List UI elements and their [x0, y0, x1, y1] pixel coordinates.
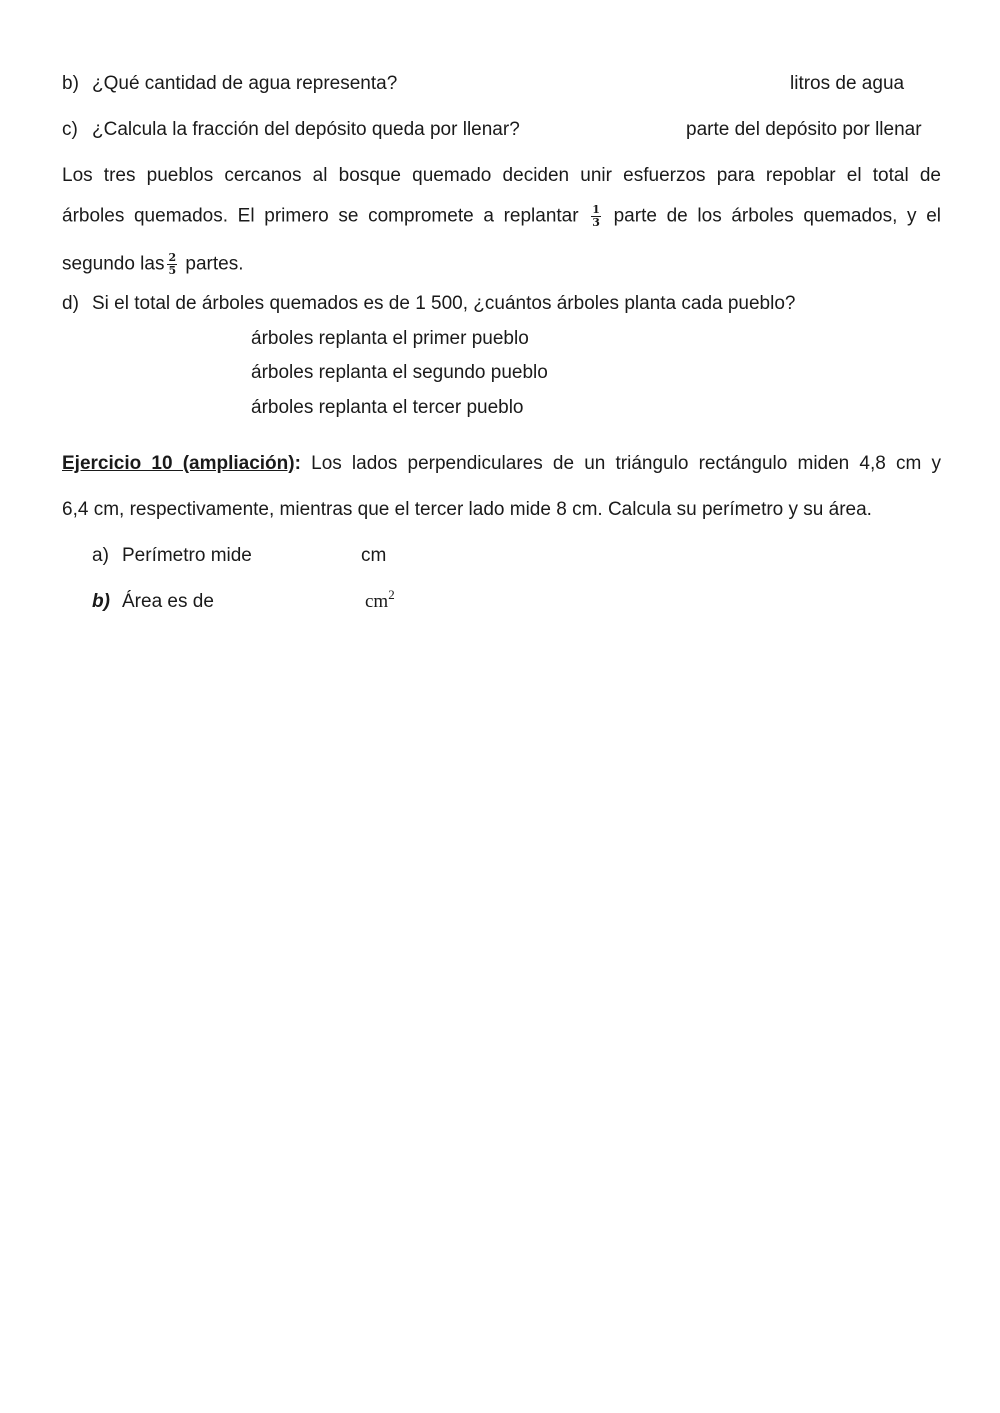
exercise-10-line-1 [62, 452, 941, 476]
paragraph-line-3-after: partes. [185, 253, 244, 275]
question-c-text: ¿Calcula la fracción del depósito queda por llenar? [92, 119, 520, 140]
exercise-10-a-text: Perímetro mide [122, 545, 252, 566]
question-d-label: d) [62, 293, 79, 314]
fraction-numerator: 1 [592, 203, 600, 216]
question-c-label: c) [62, 119, 78, 140]
unit-base: cm [365, 591, 389, 612]
paragraph-line-3 [62, 252, 244, 277]
exercise-10-colon: : [294, 453, 301, 474]
unit-exponent: 2 [388, 587, 395, 602]
question-c-answer-unit: parte del depósito por llenar [686, 119, 922, 140]
exercise-10-line-1-text: Los lados perpendiculares de un triángulo rectángulo miden 4,8 cm y [311, 453, 942, 474]
paragraph-line-3-before: segundo las [62, 253, 165, 275]
fraction-denominator: 3 [592, 216, 600, 229]
question-b-text: ¿Qué cantidad de agua representa? [92, 73, 398, 94]
answer-line-second-village: árboles replanta el segundo pueblo [251, 362, 548, 383]
exercise-10-title: Ejercicio 10 (ampliación) [62, 453, 295, 474]
paragraph-line-2-before: árboles quemados. El primero se compromete a replantar [62, 205, 579, 227]
paragraph-line-2-after: parte de los árboles quemados, y el [613, 205, 942, 227]
question-d-text: Si el total de árboles quemados es de 1 500, ¿cuántos árboles planta cada pueblo? [92, 293, 796, 314]
paragraph-line-1 [62, 164, 941, 188]
answer-line-first-village: árboles replanta el primer pueblo [251, 328, 529, 349]
fraction-one-third [591, 204, 601, 229]
exercise-10-a-unit: cm [361, 545, 387, 566]
question-b-label: b) [62, 73, 79, 94]
paragraph-line-2 [62, 204, 941, 229]
fraction-numerator: 2 [168, 251, 177, 264]
question-b-answer-unit: litros de agua [790, 73, 905, 94]
paragraph-line-1-text: Los tres pueblos cercanos al bosque quemado deciden unir esfuerzos para repoblar el total de [62, 165, 941, 186]
exercise-10-a-label: a) [92, 545, 109, 566]
exercise-10-b-text: Área es de [122, 591, 214, 612]
fraction-two-fifths [167, 252, 177, 277]
exercise-10-line-2: 6,4 cm, respectivamente, mientras que el tercer lado mide 8 cm. Calcula su perímetro y su área. [62, 499, 872, 520]
answer-line-third-village: árboles replanta el tercer pueblo [251, 397, 524, 418]
exercise-10-b-unit [365, 587, 395, 614]
fraction-denominator: 5 [168, 264, 177, 277]
exercise-10-b-label: b) [92, 591, 110, 612]
